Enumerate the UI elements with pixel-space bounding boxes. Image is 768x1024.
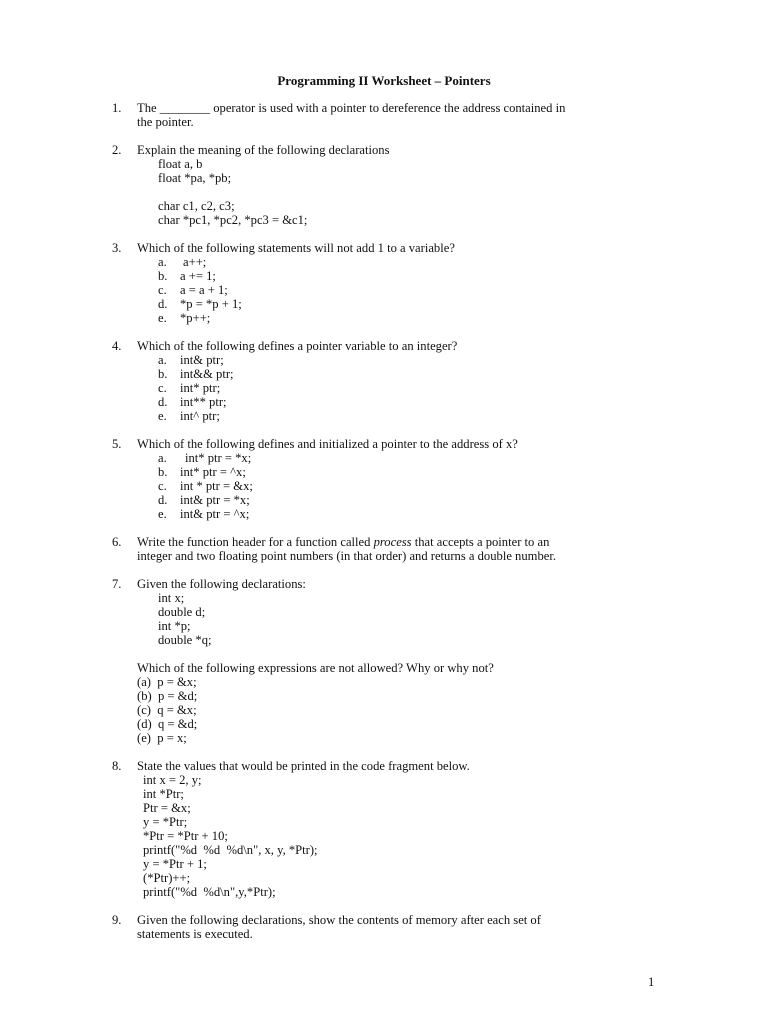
option-letter: b.	[158, 465, 168, 479]
code-line: y = *Ptr;	[143, 815, 188, 829]
option-letter: b.	[158, 269, 168, 283]
option-text: int** ptr;	[180, 395, 227, 409]
question-number: 1.	[112, 101, 122, 115]
option-letter: c.	[158, 479, 167, 493]
code-line: int *Ptr;	[143, 787, 184, 801]
question-number: 5.	[112, 437, 122, 451]
option-letter: c.	[158, 381, 167, 395]
option-text: int& ptr = *x;	[180, 493, 250, 507]
question-number: 9.	[112, 913, 122, 927]
code-line: double *q;	[158, 633, 212, 647]
question-text: Given the following declarations, show the contents of memory after each set of	[137, 913, 541, 927]
option-text: int * ptr = &x;	[180, 479, 253, 493]
option-letter: d.	[158, 395, 168, 409]
question-text: Given the following declarations:	[137, 577, 306, 591]
code-line: int x = 2, y;	[143, 773, 202, 787]
option-text: (a) p = &x;	[137, 675, 197, 689]
question-text: Explain the meaning of the following declarations	[137, 143, 390, 157]
question-text: statements is executed.	[137, 927, 253, 941]
option-text: (e) p = x;	[137, 731, 187, 745]
question-number: 7.	[112, 577, 122, 591]
page-number: 1	[648, 975, 655, 989]
option-text: int& ptr;	[180, 353, 224, 367]
option-letter: a.	[158, 255, 167, 269]
option-letter: c.	[158, 283, 167, 297]
option-text: int& ptr = ^x;	[180, 507, 250, 521]
option-letter: a.	[158, 353, 167, 367]
code-line: float a, b	[158, 157, 203, 171]
option-letter: e.	[158, 311, 167, 325]
question-number: 6.	[112, 535, 122, 549]
question-text: the pointer.	[137, 115, 194, 129]
function-name: process	[373, 535, 412, 549]
code-line: char c1, c2, c3;	[158, 199, 235, 213]
option-text: int&& ptr;	[180, 367, 234, 381]
option-text: int* ptr = ^x;	[180, 465, 246, 479]
option-text: *p++;	[180, 311, 211, 325]
option-letter: b.	[158, 367, 168, 381]
code-line: y = *Ptr + 1;	[143, 857, 207, 871]
question-text	[137, 535, 549, 549]
code-line: char *pc1, *pc2, *pc3 = &c1;	[158, 213, 308, 227]
option-letter: a.	[158, 451, 167, 465]
question-number: 3.	[112, 241, 122, 255]
page-title: Programming II Worksheet – Pointers	[277, 73, 491, 88]
option-text: int* ptr;	[180, 381, 221, 395]
code-line: double d;	[158, 605, 206, 619]
question-text: integer and two floating point numbers (in that order) and returns a double number.	[137, 549, 556, 563]
code-line: int *p;	[158, 619, 191, 633]
option-text: a = a + 1;	[180, 283, 228, 297]
question-number: 2.	[112, 143, 122, 157]
question-text: Which of the following statements will not add 1 to a variable?	[137, 241, 455, 255]
question-number: 8.	[112, 759, 122, 773]
option-text: (c) q = &x;	[137, 703, 197, 717]
option-text: *p = *p + 1;	[180, 297, 242, 311]
option-text: int* ptr = *x;	[185, 451, 252, 465]
option-text: int^ ptr;	[180, 409, 220, 423]
code-line: float *pa, *pb;	[158, 171, 232, 185]
code-line: Ptr = &x;	[143, 801, 191, 815]
option-letter: d.	[158, 493, 168, 507]
question-text: Which of the following defines and initialized a pointer to the address of x?	[137, 437, 518, 451]
code-line: printf("%d %d\n",y,*Ptr);	[143, 885, 276, 899]
option-text: (d) q = &d;	[137, 717, 198, 731]
code-line: int x;	[158, 591, 185, 605]
option-letter: e.	[158, 409, 167, 423]
question-text: The ________ operator is used with a pointer to dereference the address contained in	[137, 101, 566, 115]
option-letter: d.	[158, 297, 168, 311]
question-text: Which of the following defines a pointer variable to an integer?	[137, 339, 458, 353]
question-text: State the values that would be printed in the code fragment below.	[137, 759, 470, 773]
question-text-part: that accepts a pointer to an	[411, 535, 550, 549]
option-letter: e.	[158, 507, 167, 521]
code-line: (*Ptr)++;	[143, 871, 191, 885]
question-number: 4.	[112, 339, 122, 353]
code-line: printf("%d %d %d\n", x, y, *Ptr);	[143, 843, 318, 857]
question-text: Which of the following expressions are not allowed? Why or why not?	[137, 661, 494, 675]
question-text-part: Write the function header for a function called	[137, 535, 374, 549]
option-text: a++;	[183, 255, 207, 269]
code-line: *Ptr = *Ptr + 10;	[143, 829, 228, 843]
option-text: (b) p = &d;	[137, 689, 198, 703]
option-text: a += 1;	[180, 269, 216, 283]
